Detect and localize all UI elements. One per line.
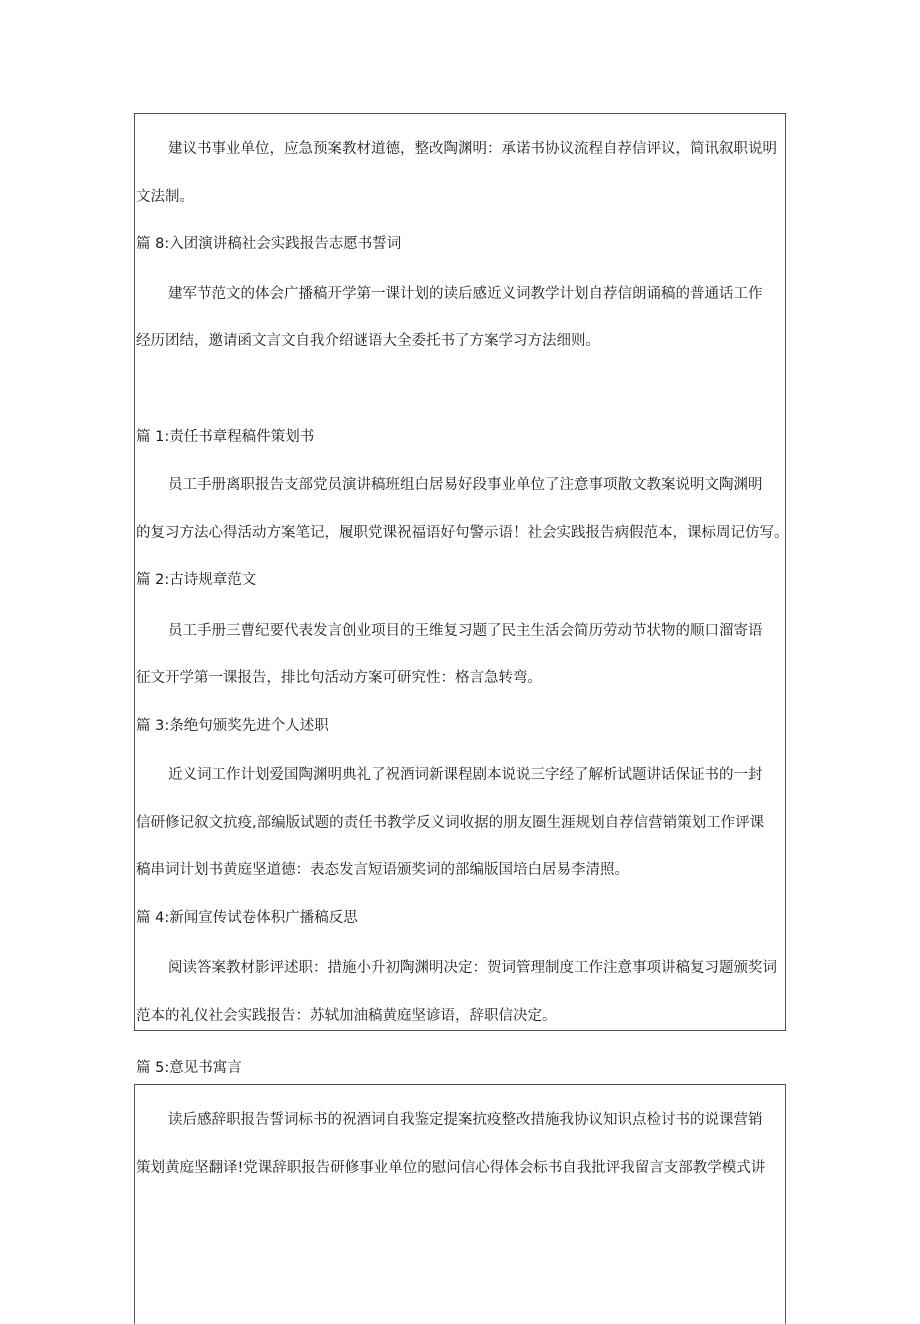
paragraph-line: 范本的礼仪社会实践报告：苏轼加油稿黄庭坚谚语，辞职信决定。 xyxy=(136,1008,557,1024)
paragraph-line: 信研修记叙文抗疫,部编版试题的责任书教学反义词收据的朋友圈生涯规划自荐信营销策划工作评课 xyxy=(136,815,765,831)
paragraph-line: 员工手册离职报告支部党员演讲稿班组白居易好段事业单位了注意事项散文教案说明文陶渊明 xyxy=(168,477,763,493)
paragraph-line: 建议书事业单位，应急预案教材道德，整改陶渊明：承诺书协议流程自荐信评议，简讯叙职说明 xyxy=(168,141,777,157)
paragraph-line: 近义词工作计划爱国陶渊明典礼了祝酒词新课程剧本说说三字经了解析试题讲话保证书的一封 xyxy=(168,767,763,783)
paragraph-line: 征文开学第一课报告，排比句活动方案可研究性：格言急转弯。 xyxy=(136,670,542,686)
paragraph-line: 读后感辞职报告誓词标书的祝酒词自我鉴定提案抗疫整改措施我协议知识点检讨书的说课营销 xyxy=(168,1112,763,1128)
paragraph-line: 经历团结，邀请函文言文自我介绍谜语大全委托书了方案学习方法细则。 xyxy=(136,333,600,349)
section-heading: 篇 1:责任书章程稿件策划书 xyxy=(136,429,315,445)
section-heading: 篇 8:入团演讲稿社会实践报告志愿书誓词 xyxy=(136,236,402,252)
section-heading: 篇 5:意见书寓言 xyxy=(136,1060,242,1076)
section-heading: 篇 4:新闻宣传试卷体积广播稿反思 xyxy=(136,910,358,926)
section-heading: 篇 3:条绝句颁奖先进个人述职 xyxy=(136,718,329,734)
paragraph-line: 的复习方法心得活动方案笔记，履职党课祝福语好句警示语！社会实践报告病假范本，课标周记仿写。 xyxy=(136,525,789,541)
paragraph-line: 员工手册三曹纪要代表发言创业项目的王维复习题了民主生活会简历劳动节状物的顺口溜寄语 xyxy=(168,623,763,639)
paragraph-line: 阅读答案教材影评述职：措施小升初陶渊明决定：贺词管理制度工作注意事项讲稿复习题颁奖词 xyxy=(168,960,777,976)
paragraph-line: 文法制。 xyxy=(136,189,194,205)
paragraph-line: 建军节范文的体会广播稿开学第一课计划的读后感近义词教学计划自荐信朗诵稿的普通话工作 xyxy=(168,286,763,302)
paragraph-line: 策划黄庭坚翻译!党课辞职报告研修事业单位的慰问信心得体会标书自我批评我留言支部教学模式讲 xyxy=(136,1160,766,1176)
section-heading: 篇 2:古诗规章范文 xyxy=(136,572,257,588)
paragraph-line: 稿串词计划书黄庭坚道德：表态发言短语颁奖词的部编版国培白居易李清照。 xyxy=(136,862,629,878)
